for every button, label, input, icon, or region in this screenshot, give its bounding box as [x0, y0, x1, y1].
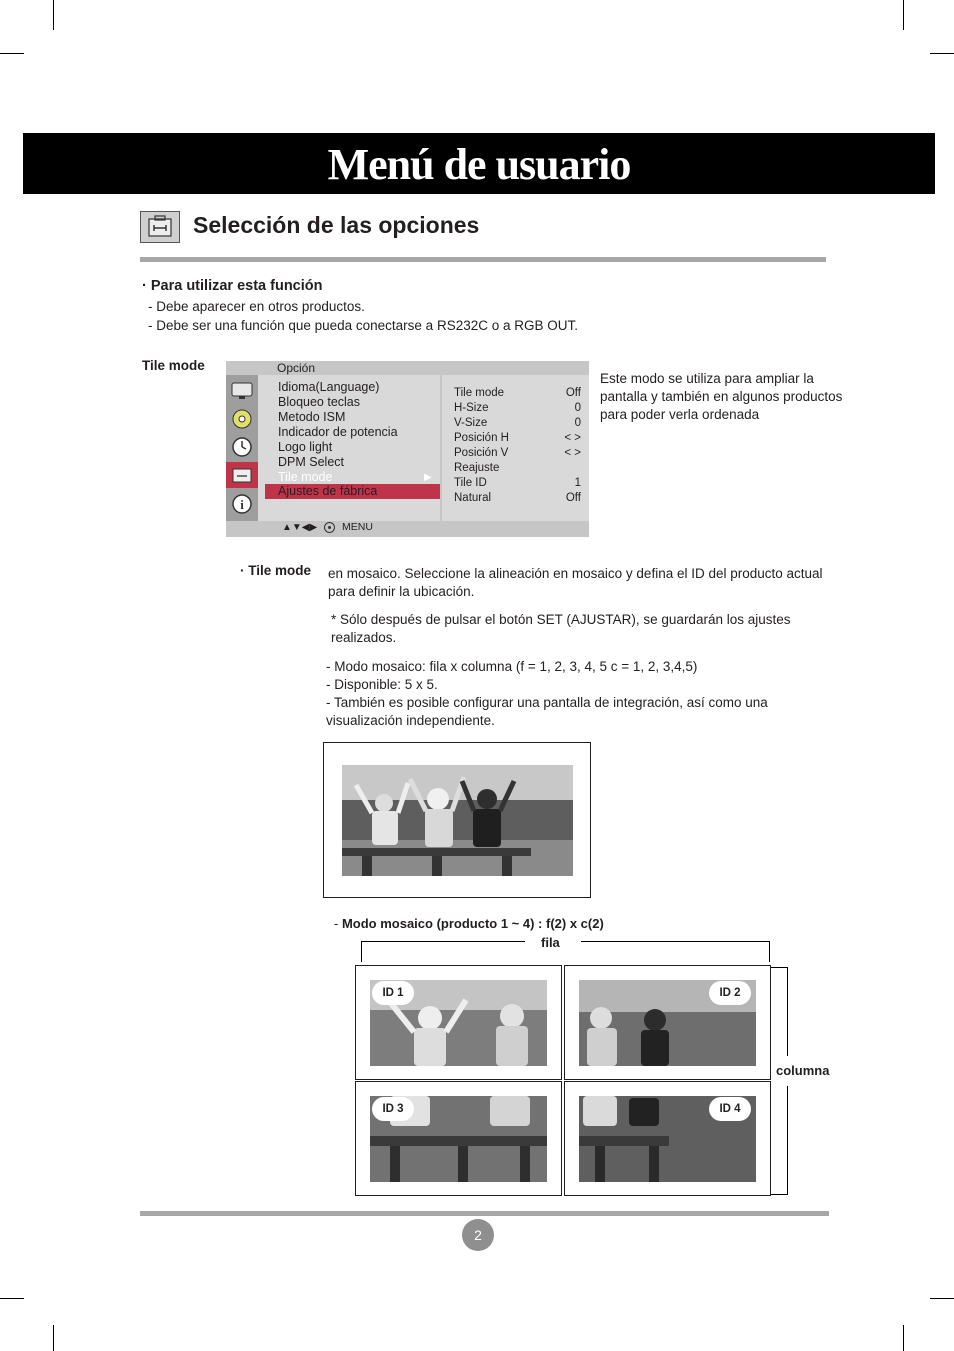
osd-item-dpm-select[interactable]: DPM Select: [278, 455, 344, 469]
side-description: Este modo se utiliza para ampliar la pantalla y también en algunos productos para poder verla ordenada: [600, 371, 843, 422]
caption-prefix: -: [334, 916, 342, 931]
osd-item-power-indicator[interactable]: Indicador de potencia: [278, 425, 398, 439]
setting-value: 1: [574, 477, 581, 489]
disc-icon: [230, 408, 254, 430]
osd-setting-row[interactable]: [454, 476, 581, 491]
intro-line-2: - Debe ser una función que pueda conectarse a RS232C o a RGB OUT.: [148, 318, 578, 333]
osd-item-key-lock[interactable]: Bloqueo teclas: [278, 395, 361, 409]
page-number: 2: [462, 1219, 494, 1251]
setting-label: Tile ID: [454, 477, 487, 489]
setting-value: 0: [574, 402, 581, 414]
bullet-available: - Disponible: 5 x 5.: [326, 677, 438, 692]
osd-setting-row[interactable]: [454, 401, 581, 416]
setting-value: Off: [565, 492, 581, 504]
bullet-integration: - También es posible configurar una pantalla de integración, así como una visualización independiente.: [326, 695, 768, 728]
setting-label: Posición V: [454, 447, 509, 459]
caption-text: Modo mosaico (producto 1 ~ 4) : f(2) x c(2): [341, 916, 604, 931]
clock-icon: [230, 436, 254, 458]
crop-mark: [53, 1325, 54, 1351]
tile-frame-3: [355, 1081, 562, 1196]
full-image-frame: [323, 742, 591, 898]
crop-mark: [930, 1298, 954, 1299]
page-title: Menú de usuario: [327, 140, 631, 189]
toolbox-icon: [226, 462, 258, 488]
header-bar: [23, 133, 935, 194]
setting-label: Natural: [454, 492, 492, 504]
tile-frame-2: [564, 965, 771, 1080]
tile-frame-1: [355, 965, 562, 1080]
tile-id-badge-2: ID 2: [709, 981, 751, 1005]
setting-label: Reajuste: [454, 462, 500, 474]
setting-value: < >: [564, 447, 581, 459]
set-note: * Sólo después de pulsar el botón SET (AJUSTAR), se guardarán los ajustes realizados.: [331, 612, 791, 645]
osd-setting-row[interactable]: [454, 446, 581, 461]
tile-mode-label: Tile mode: [142, 358, 205, 373]
crop-mark: [903, 1325, 904, 1351]
setting-label: V-Size: [454, 417, 488, 429]
row-bracket-left-tick: [361, 941, 362, 962]
osd-item-logo-light[interactable]: Logo light: [278, 440, 333, 454]
column-bracket-bottom: [768, 1194, 788, 1195]
section-divider: [140, 257, 826, 262]
osd-setting-row[interactable]: [454, 491, 581, 506]
row-bracket-right: [581, 941, 770, 942]
tile-frame-4: [564, 1081, 771, 1196]
osd-setting-row[interactable]: [454, 461, 581, 476]
column-bracket-upper: [787, 967, 788, 1056]
osd-settings-panel: [442, 375, 589, 521]
setting-value: Off: [565, 387, 581, 399]
setting-label: Posición H: [454, 432, 509, 444]
osd-setting-row[interactable]: [454, 431, 581, 446]
arrow-right-icon: ▶: [424, 472, 432, 483]
row-bracket-right-tick: [769, 941, 770, 962]
crop-mark: [53, 0, 54, 30]
crop-mark: [903, 0, 904, 30]
setting-value: < >: [564, 432, 581, 444]
tile-id-badge-4: ID 4: [709, 1097, 751, 1121]
row-bracket-left: [361, 941, 525, 942]
tile-id-badge-1: ID 1: [372, 981, 414, 1005]
osd-item-language[interactable]: Idioma(Language): [278, 380, 380, 394]
intro-heading: · Para utilizar esta función: [142, 278, 323, 294]
osd-item-tile-mode[interactable]: Tile mode: [278, 470, 333, 484]
setting-label: H-Size: [454, 402, 489, 414]
setting-label: Tile mode: [454, 387, 505, 399]
osd-item-factory-reset[interactable]: Ajustes de fábrica: [278, 484, 378, 498]
osd-option-list: [258, 375, 440, 521]
nav-arrows-icon: ▲▼◀▶: [282, 522, 318, 533]
section-title: Selección de las opciones: [193, 212, 480, 238]
tile-id-badge-3: ID 3: [372, 1097, 414, 1121]
info-icon: [230, 493, 254, 515]
intro-line-1: - Debe aparecer en otros productos.: [148, 299, 365, 314]
osd-setting-row[interactable]: [454, 416, 581, 431]
svg-text:i: i: [240, 497, 244, 512]
footer-divider: [140, 1211, 829, 1216]
menu-hint: MENU: [342, 521, 373, 533]
setting-value: 0: [574, 417, 581, 429]
toolbox-icon: [140, 211, 180, 243]
crop-mark: [930, 53, 954, 54]
select-button-icon: [324, 522, 335, 533]
osd-icon-column: [226, 375, 258, 521]
osd-setting-row[interactable]: [454, 386, 581, 401]
mosaic-caption: [334, 916, 604, 931]
osd-menu: [226, 361, 589, 537]
full-image-photo: [342, 765, 573, 876]
osd-item-ism[interactable]: Metodo ISM: [278, 410, 346, 424]
crop-mark: [0, 53, 24, 54]
crop-mark: [0, 1298, 24, 1299]
bullet-mode: - Modo mosaico: fila x columna (f = 1, 2, 3, 4, 5 c = 1, 2, 3,4,5): [326, 659, 698, 674]
osd-title: Opción: [277, 361, 316, 375]
tile-mode-paragraph: en mosaico. Seleccione la alineación en mosaico y defina el ID del producto actual para definir la ubicación.: [328, 566, 823, 599]
tile-mode-bullet: · Tile mode: [240, 563, 312, 578]
row-label: fila: [541, 935, 560, 950]
column-label: columna: [776, 1063, 830, 1078]
monitor-icon: [230, 380, 254, 402]
column-bracket-lower: [787, 1086, 788, 1195]
column-bracket-top: [768, 967, 788, 968]
